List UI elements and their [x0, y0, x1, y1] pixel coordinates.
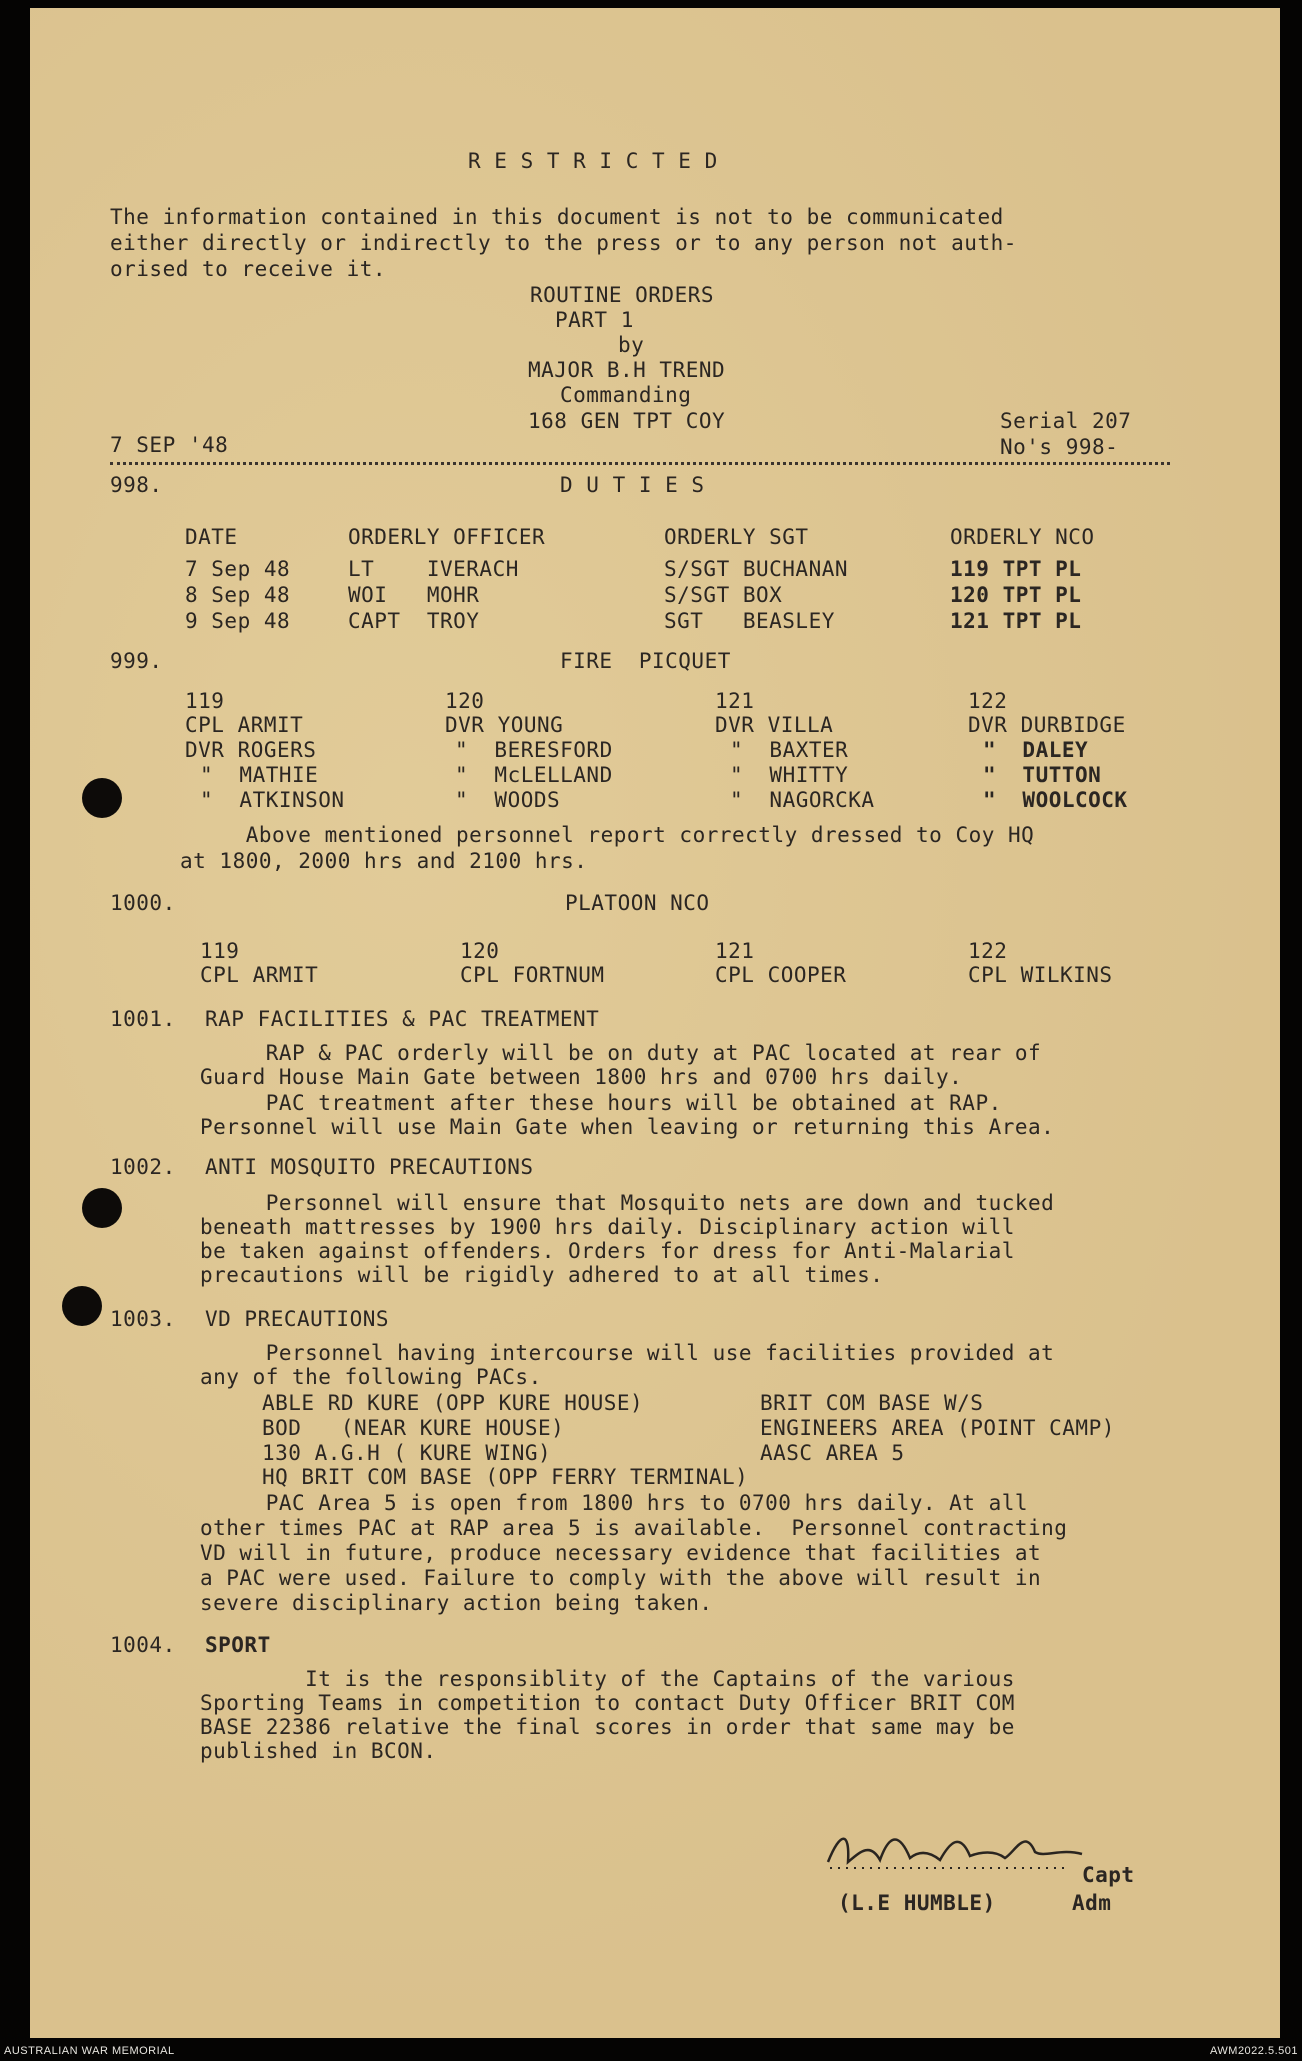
duty-date: 8 Sep 48 — [185, 583, 291, 607]
title-line: by — [618, 333, 645, 357]
restricted-heading: R E S T R I C T E D — [468, 149, 718, 173]
separator-line — [110, 462, 1170, 465]
picquet-name: CPL ARMIT — [185, 713, 304, 737]
body-line: precautions will be rigidly adhered to at all times. — [200, 1263, 884, 1287]
duty-sgt: SGT BEASLEY — [664, 609, 835, 633]
serial-number: Serial 207 — [1000, 409, 1132, 433]
title-line: ROUTINE ORDERS — [530, 283, 715, 307]
picquet-name: DVR VILLA — [715, 713, 834, 737]
order-date: 7 SEP '48 — [110, 433, 229, 457]
section-number: 1002. — [110, 1155, 176, 1179]
duty-officer: CAPT TROY — [348, 609, 480, 633]
platoon-nco: CPL ARMIT — [200, 963, 319, 987]
body-line: beneath mattresses by 1900 hrs daily. Disciplinary action will — [200, 1215, 1015, 1239]
picquet-name: " WHITTY — [730, 763, 849, 787]
punch-hole — [82, 1188, 122, 1228]
body-line: severe disciplinary action being taken. — [200, 1591, 713, 1615]
body-line: be taken against offenders. Orders for dress for Anti-Malarial — [200, 1239, 1015, 1263]
platoon-number: 121 — [715, 939, 755, 963]
signatory-rank: Capt — [1082, 1863, 1135, 1887]
section-number: 1000. — [110, 891, 176, 915]
notice-line: The information contained in this document is not to be communicated — [110, 205, 1004, 229]
body-line: VD will in future, produce necessary evidence that facilities at — [200, 1541, 1042, 1565]
section-heading: RAP FACILITIES & PAC TREATMENT — [205, 1007, 600, 1031]
footer-credit: AUSTRALIAN WAR MEMORIAL — [4, 2045, 175, 2057]
section-heading: D U T I E S — [560, 473, 705, 497]
duty-nco: 119 TPT PL — [950, 557, 1082, 581]
body-line: Personnel will use Main Gate when leaving or returning this Area. — [200, 1115, 1055, 1139]
picquet-name: DVR DURBIDGE — [968, 713, 1126, 737]
pac-location: BRIT COM BASE W/S — [760, 1391, 984, 1415]
pac-location: HQ BRIT COM BASE (OPP FERRY TERMINAL) — [262, 1465, 749, 1489]
signatory-role: Adm — [1072, 1891, 1112, 1915]
duty-nco: 120 TPT PL — [950, 583, 1082, 607]
picquet-name: " McLELLAND — [455, 763, 613, 787]
handwritten-signature — [820, 1822, 1090, 1874]
title-line: 168 GEN TPT COY — [528, 409, 726, 433]
body-line: BASE 22386 relative the final scores in order that same may be — [200, 1715, 1015, 1739]
signatory-name: (L.E HUMBLE) — [838, 1891, 996, 1915]
pac-location: ABLE RD KURE (OPP KURE HOUSE) — [262, 1391, 644, 1415]
body-line: Guard House Main Gate between 1800 hrs and 0700 hrs daily. — [200, 1065, 963, 1089]
body-line: other times PAC at RAP area 5 is available. Personnel contracting — [200, 1516, 1068, 1540]
picquet-name: " WOOLCOCK — [983, 788, 1128, 812]
picquet-note: at 1800, 2000 hrs and 2100 hrs. — [180, 849, 588, 873]
picquet-name: " ATKINSON — [200, 788, 345, 812]
title-line: PART 1 — [555, 308, 634, 332]
section-heading: PLATOON NCO — [565, 891, 710, 915]
picquet-name: " DALEY — [983, 738, 1089, 762]
section-number: 999. — [110, 649, 163, 673]
notice-line: either directly or indirectly to the press or to any person not auth- — [110, 231, 1017, 255]
platoon-number: 122 — [968, 689, 1008, 713]
section-heading: FIRE PICQUET — [560, 649, 731, 673]
duty-sgt: S/SGT BOX — [664, 583, 783, 607]
picquet-note: Above mentioned personnel report correctly dressed to Coy HQ — [180, 823, 1035, 847]
platoon-number: 120 — [445, 689, 485, 713]
body-line: RAP & PAC orderly will be on duty at PAC located at rear of — [200, 1041, 1042, 1065]
platoon-number: 119 — [185, 689, 225, 713]
picquet-name: " NAGORCKA — [730, 788, 875, 812]
column-header: DATE — [185, 525, 238, 549]
platoon-number: 121 — [715, 689, 755, 713]
body-line: published in BCON. — [200, 1739, 437, 1763]
picquet-name: " BAXTER — [730, 738, 849, 762]
duty-sgt: S/SGT BUCHANAN — [664, 557, 849, 581]
pac-location: BOD (NEAR KURE HOUSE) — [262, 1416, 565, 1440]
platoon-number: 120 — [460, 939, 500, 963]
body-line: any of the following PACs. — [200, 1365, 542, 1389]
picquet-name: " MATHIE — [200, 763, 319, 787]
platoon-number: 122 — [968, 939, 1008, 963]
order-numbers: No's 998- — [1000, 435, 1119, 459]
duty-officer: WOI MOHR — [348, 583, 480, 607]
title-line: MAJOR B.H TREND — [528, 358, 726, 382]
punch-hole — [82, 778, 122, 818]
picquet-name: DVR YOUNG — [445, 713, 564, 737]
section-number: 1004. — [110, 1633, 176, 1657]
picquet-name: " BERESFORD — [455, 738, 613, 762]
duty-date: 7 Sep 48 — [185, 557, 291, 581]
platoon-nco: CPL COOPER — [715, 963, 847, 987]
title-line: Commanding — [560, 383, 692, 407]
duty-nco: 121 TPT PL — [950, 609, 1082, 633]
column-header: ORDERLY NCO — [950, 525, 1095, 549]
body-line: PAC Area 5 is open from 1800 hrs to 0700 hrs daily. At all — [200, 1491, 1029, 1515]
column-header: ORDERLY OFFICER — [348, 525, 546, 549]
platoon-nco: CPL FORTNUM — [460, 963, 605, 987]
section-number: 998. — [110, 473, 163, 497]
section-number: 1003. — [110, 1307, 176, 1331]
body-line: Personnel will ensure that Mosquito nets are down and tucked — [200, 1191, 1055, 1215]
pac-location: AASC AREA 5 — [760, 1441, 905, 1465]
notice-line: orised to receive it. — [110, 257, 387, 281]
body-line: PAC treatment after these hours will be obtained at RAP. — [200, 1091, 1002, 1115]
duty-date: 9 Sep 48 — [185, 609, 291, 633]
body-line: Sporting Teams in competition to contact Duty Officer BRIT COM — [200, 1691, 1015, 1715]
body-line: a PAC were used. Failure to comply with the above will result in — [200, 1566, 1042, 1590]
pac-location: 130 A.G.H ( KURE WING) — [262, 1441, 552, 1465]
duty-officer: LT IVERACH — [348, 557, 519, 581]
body-line: It is the responsiblity of the Captains of the various — [200, 1667, 1015, 1691]
platoon-nco: CPL WILKINS — [968, 963, 1113, 987]
pac-location: ENGINEERS AREA (POINT CAMP) — [760, 1416, 1115, 1440]
body-line: Personnel having intercourse will use facilities provided at — [200, 1341, 1055, 1365]
picquet-name: DVR ROGERS — [185, 738, 317, 762]
platoon-number: 119 — [200, 939, 240, 963]
picquet-name: " WOODS — [455, 788, 561, 812]
punch-hole — [62, 1286, 102, 1326]
section-heading: VD PRECAUTIONS — [205, 1307, 390, 1331]
footer-accession: AWM2022.5.501 — [1209, 2045, 1298, 2057]
section-heading: ANTI MOSQUITO PRECAUTIONS — [205, 1155, 534, 1179]
column-header: ORDERLY SGT — [664, 525, 809, 549]
picquet-name: " TUTTON — [983, 763, 1102, 787]
section-heading: SPORT — [205, 1633, 271, 1657]
section-number: 1001. — [110, 1007, 176, 1031]
